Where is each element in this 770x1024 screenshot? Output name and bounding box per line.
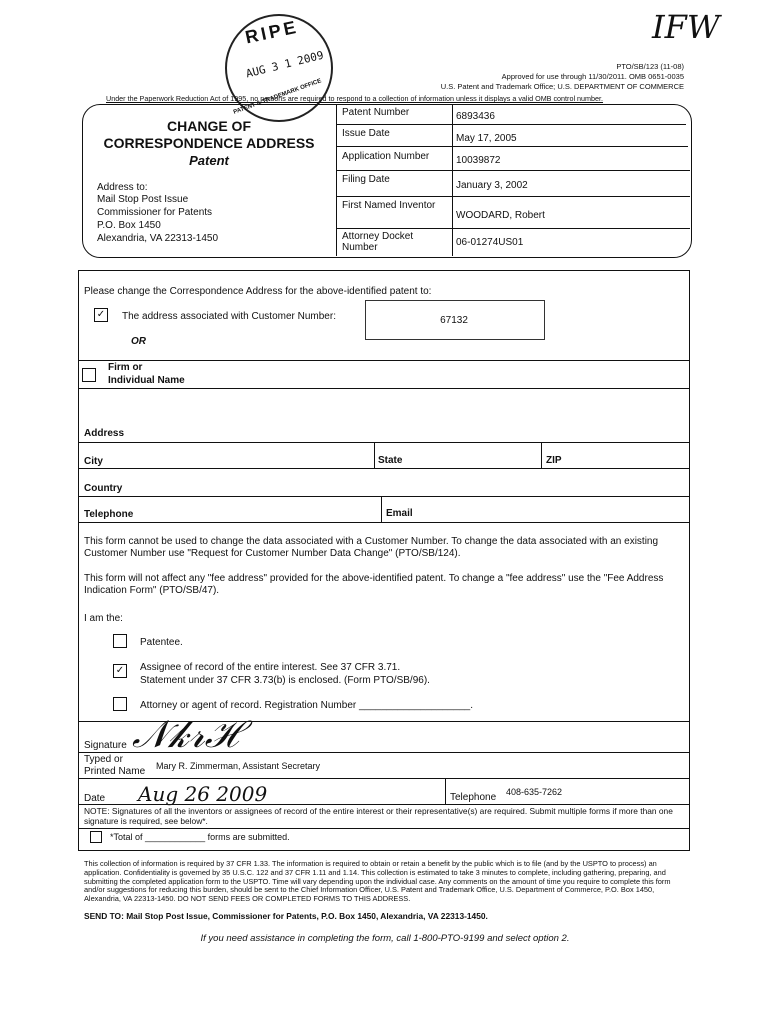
telephone-sig-value: 408-635-7262 (506, 787, 563, 797)
divider (336, 124, 686, 125)
or-label: OR (131, 336, 146, 347)
issue-date-label: Issue Date (342, 128, 390, 139)
divider (78, 752, 690, 753)
signature-note: NOTE: Signatures of all the inventors or assignees of record of the entire interest or their representative(s) are required. Submit multiple forms if more than one signature is required, see below*. (84, 806, 673, 826)
divider (78, 496, 690, 497)
address-to-label: Address to: (97, 182, 148, 193)
patent-number-label: Patent Number (342, 107, 410, 118)
customer-number-value: 67132 (440, 315, 468, 326)
address-to-line: Alexandria, VA 22313-1450 (97, 233, 219, 244)
filing-date-value: January 3, 2002 (456, 180, 528, 191)
assignee-label: Assignee of record of the entire interest. See 37 CFR 3.71. (140, 662, 401, 673)
divider (78, 778, 690, 779)
note-fee-address: This form will not affect any "fee address" provided for the above-identified patent. To change a "fee address" use the "Fee Address Indication Form" (PTO/SB/47). (84, 573, 664, 596)
email-label: Email (386, 508, 413, 519)
divider (78, 522, 690, 523)
divider (78, 828, 690, 829)
divider (78, 804, 690, 805)
signature-scribble: 𝒩𝓀𝓇ℋ (132, 712, 239, 756)
inventor-value: WOODARD, Robert (456, 210, 545, 221)
form-id: PTO/SB/123 (11-08) (616, 62, 684, 71)
divider (78, 388, 690, 389)
typed-name-label: Typed or (84, 754, 123, 765)
firm-label: Firm or (108, 362, 143, 373)
send-to: SEND TO: Mail Stop Post Issue, Commissioner for Patents, P.O. Box 1450, Alexandria, VA 22313-1450. (84, 911, 488, 921)
divider (336, 170, 690, 171)
divider (541, 442, 542, 468)
handwritten-ifw: IFW (652, 8, 720, 46)
divider (381, 496, 382, 522)
attorney-label: Attorney or agent of record. Registration Number ____________________. (140, 700, 474, 711)
zip-label: ZIP (546, 455, 562, 466)
typed-name-value: Mary R. Zimmerman, Assistant Secretary (156, 761, 321, 771)
address-to-line: Commissioner for Patents (97, 207, 213, 218)
divider (78, 468, 690, 469)
patentee-checkbox[interactable] (113, 634, 127, 648)
docket-value: 06-01274US01 (456, 237, 524, 248)
application-number-label: Application Number (342, 151, 430, 162)
firm-label: Individual Name (108, 375, 185, 386)
total-forms-label: *Total of ____________ forms are submitted. (110, 832, 290, 842)
divider (78, 360, 690, 361)
assignee-checkbox[interactable]: ✓ (113, 664, 127, 678)
typed-name-label: Printed Name (84, 766, 146, 777)
address-label: Address (84, 428, 125, 439)
attorney-checkbox[interactable] (113, 697, 127, 711)
divider (452, 104, 453, 256)
signature-label: Signature (84, 740, 127, 751)
date-handwritten: Aug 26 2009 (138, 782, 268, 806)
address-to-line: Mail Stop Post Issue (97, 194, 189, 205)
firm-name-checkbox[interactable] (82, 368, 96, 382)
docket-label: Attorney Docket Number (342, 231, 414, 253)
stamp-side-text: PATENT & TRADEMARK OFFICE (232, 78, 323, 116)
assistance-note: If you need assistance in completing the form, call 1-800-PTO-9199 and select option 2. (200, 933, 570, 944)
divider (336, 104, 337, 256)
city-label: City (84, 456, 103, 467)
telephone-label: Telephone (84, 509, 134, 520)
paperwork-notice: Under the Paperwork Reduction Act of 1995, no persons are required to respond to a collection of information unless it displays a valid OMB control number. (106, 94, 604, 103)
filing-date-label: Filing Date (342, 174, 390, 185)
total-forms-checkbox[interactable] (90, 831, 102, 843)
assignee-statement: Statement under 37 CFR 3.73(b) is enclosed. (Form PTO/SB/96). (140, 675, 430, 686)
intro-text: Please change the Correspondence Address for the above-identified patent to: (84, 286, 432, 297)
inventor-label: First Named Inventor (342, 200, 436, 211)
patentee-label: Patentee. (140, 637, 183, 648)
issue-date-value: May 17, 2005 (456, 133, 517, 144)
address-to-line: P.O. Box 1450 (97, 220, 161, 231)
divider (336, 228, 690, 229)
patent-number-value: 6893436 (456, 111, 495, 122)
title-line1: CHANGE OF (167, 118, 251, 134)
state-label: State (378, 455, 403, 466)
country-label: Country (84, 483, 123, 494)
iam-label: I am the: (84, 613, 123, 624)
stamp-date: AUG 3 1 2009 (244, 48, 325, 81)
divider (336, 196, 690, 197)
title-line2: CORRESPONDENCE ADDRESS (103, 135, 315, 151)
divider (78, 442, 690, 443)
burden-statement: This collection of information is required by 37 CFR 1.33. The information is required to obtain or retain a benefit by the public which is to file (and by the USPTO to process) an application. Confidentiality is governed by 35 U.S.C. 122 and 37 CFR 1.11 and 1.14. This collection is estimated to take 3 minutes to complete, including gathering, preparing, and submitting the completed application form to the USPTO. Time will vary depending upon the individual case. Any comments on the amount of time you require to complete this form and/or suggestions for reducing this burden, should be sent to the Chief Information Officer, U.S. Patent and Trademark Office, U.S. Department of Commerce, P.O. Box 1450, Alexandria, VA 22313-1450. DO NOT SEND FEES OR COMPLETED FORMS TO THIS ADDRESS. (84, 859, 671, 904)
agency-line: U.S. Patent and Trademark Office; U.S. DEPARTMENT OF COMMERCE (440, 82, 684, 91)
date-label: Date (84, 793, 106, 804)
divider (445, 778, 446, 804)
divider (374, 442, 375, 468)
title-line3: Patent (189, 153, 229, 168)
customer-number-checkbox[interactable]: ✓ (94, 308, 108, 322)
divider (336, 146, 688, 147)
note-customer-number: This form cannot be used to change the data associated with a Customer Number. To change the data associated with an existing Customer Number use "Request for Customer Number Data Change" (PTO/SB/124). (84, 536, 659, 559)
application-number-value: 10039872 (456, 155, 501, 166)
stamp-top-text: RIPE (243, 16, 301, 48)
omb-approval: Approved for use through 11/30/2011. OMB 0651-0035 (501, 72, 684, 81)
customer-number-label: The address associated with Customer Number: (122, 311, 336, 322)
telephone-sig-label: Telephone (450, 792, 497, 803)
